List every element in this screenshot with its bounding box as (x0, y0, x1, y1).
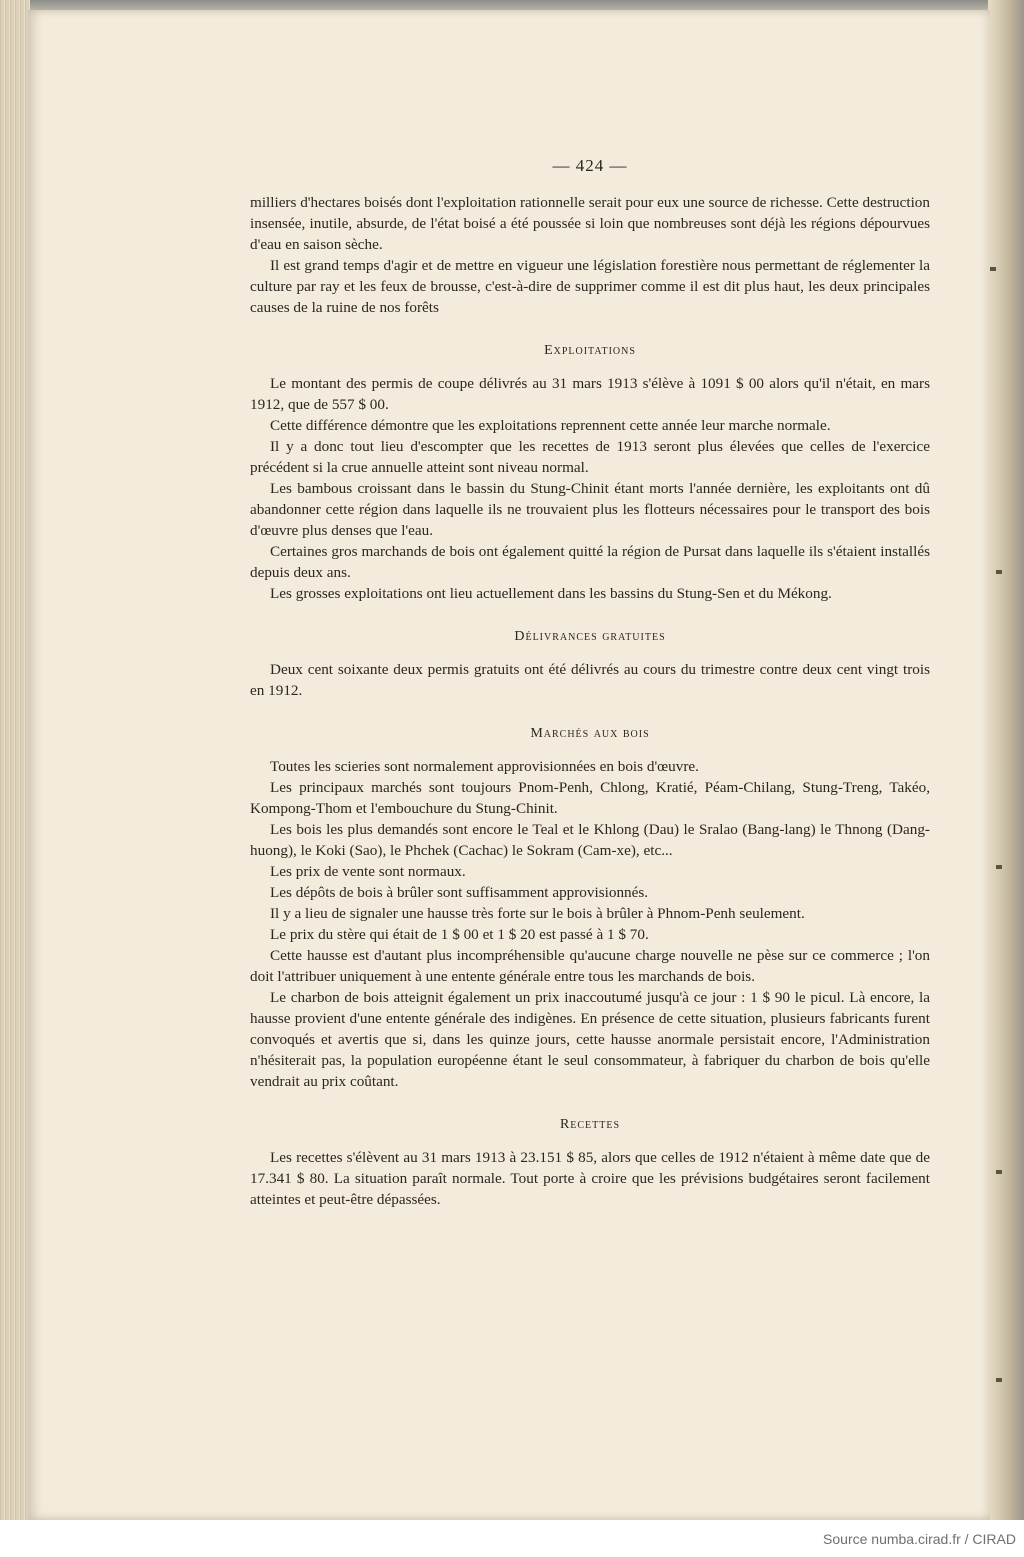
margin-mark (996, 1378, 1002, 1382)
book-page-edges-left (0, 0, 30, 1520)
paragraph: Il y a lieu de signaler une hausse très forte sur le bois à brûler à Phnom-Penh seulement. (270, 905, 805, 922)
paragraph: Les bambous croissant dans le bassin du Stung-Chinit étant morts l'année dernière, les exploitants ont dû abandonner cette région dans laquelle ils ne trouvaient plus les flotteurs nécessaires pour le transport des bois d'œuvre plus denses que l'eau. (250, 480, 930, 539)
paragraph: Les prix de vente sont normaux. (270, 863, 466, 880)
section-recettes (250, 1114, 930, 1210)
paragraph: Les grosses exploitations ont lieu actuellement dans les bassins du Stung-Sen et du Mékong. (270, 585, 832, 602)
section-marches-aux-bois (250, 723, 930, 1092)
margin-mark (996, 865, 1002, 869)
section-heading: Délivrances gratuites (514, 629, 666, 644)
section-heading: Exploitations (544, 343, 636, 358)
paragraph: Cette hausse est d'autant plus incompréhensible qu'aucune charge nouvelle ne pèse sur ce commerce ; l'on doit l'attribuer uniquement à une entente générale entre tous les marchands de bois. (250, 947, 930, 985)
book-page-edges-right (988, 0, 1024, 1520)
paragraph: Il est grand temps d'agir et de mettre en vigueur une législation forestière nous permettant de réglementer la culture par ray et les feux de brousse, c'est-à-dire de supprimer comme il est dit plus haut, les deux principales causes de la ruine de nos forêts (250, 257, 930, 316)
paragraph: Les recettes s'élèvent au 31 mars 1913 à 23.151 $ 85, alors que celles de 1912 n'étaient à même date que de 17.341 $ 80. La situation paraît normale. Tout porte à croire que les prévisions budgétaires seront facilement atteintes et peut-être dépassées. (250, 1149, 930, 1208)
source-credit: Source numba.cirad.fr / CIRAD (823, 1531, 1016, 1547)
section-heading: Marchés aux bois (530, 726, 650, 741)
paragraph: Certaines gros marchands de bois ont également quitté la région de Pursat dans laquelle ils s'étaient installés depuis deux ans. (250, 543, 930, 581)
margin-mark (990, 267, 996, 271)
section-delivrances-gratuites (250, 626, 930, 701)
paragraph: Les principaux marchés sont toujours Pnom-Penh, Chlong, Kratié, Péam-Chilang, Stung-Treng, Takéo, Kompong-Thom et l'embouchure du Stung-Chinit. (250, 779, 930, 817)
paragraph: Les dépôts de bois à brûler sont suffisamment approvisionnés. (270, 884, 649, 901)
margin-mark (996, 570, 1002, 574)
section-exploitations (250, 340, 930, 604)
page-text (250, 155, 930, 1210)
paragraph: Il y a donc tout lieu d'escompter que les recettes de 1913 seront plus élevées que celles de l'exercice précédent si la crue annuelle atteint sont niveau normal. (250, 438, 930, 476)
section-heading: Recettes (559, 1117, 621, 1132)
paragraph: Les bois les plus demandés sont encore le Teal et le Khlong (Dau) le Sralao (Bang-lang) le Thnong (Dang-huong), le Koki (Sao), le Phchek (Cachac) le Sokram (Cam-xe), etc... (250, 821, 930, 859)
paragraph: Le montant des permis de coupe délivrés au 31 mars 1913 s'élève à 1091 $ 00 alors qu'il n'était, en mars 1912, que de 557 $ 00. (250, 375, 930, 413)
paragraph: Toutes les scieries sont normalement approvisionnées en bois d'œuvre. (270, 758, 699, 775)
paragraph: Le charbon de bois atteignit également un prix inaccoutumé jusqu'à ce jour : 1 $ 90 le picul. Là encore, la hausse provient d'une entente générale des indigènes. En présence de cette situation, plusieurs fabricants furent convoqués et avertis que si, dans les quinze jours, cette hausse anormale persistait encore, l'Administration n'hésiterait pas, la population européenne étant le seul consommateur, à fabriquer du charbon de bois qu'elle vendrait au prix coûtant. (250, 989, 930, 1090)
page-number: — 424 — (552, 156, 628, 175)
paragraph: Cette différence démontre que les exploitations reprennent cette année leur marche normale. (270, 417, 831, 434)
paragraph: milliers d'hectares boisés dont l'exploitation rationnelle serait pour eux une source de richesse. Cette destruction insensée, inutile, absurde, de l'état boisé a été poussée si loin que nombreuses sont déjà les régions dépourvues d'eau en saison sèche. (250, 194, 930, 253)
paragraph: Le prix du stère qui était de 1 $ 00 et 1 $ 20 est passé à 1 $ 70. (270, 926, 649, 943)
margin-mark (996, 1170, 1002, 1174)
paragraph: Deux cent soixante deux permis gratuits ont été délivrés au cours du trimestre contre deux cent vingt trois en 1912. (250, 661, 930, 699)
